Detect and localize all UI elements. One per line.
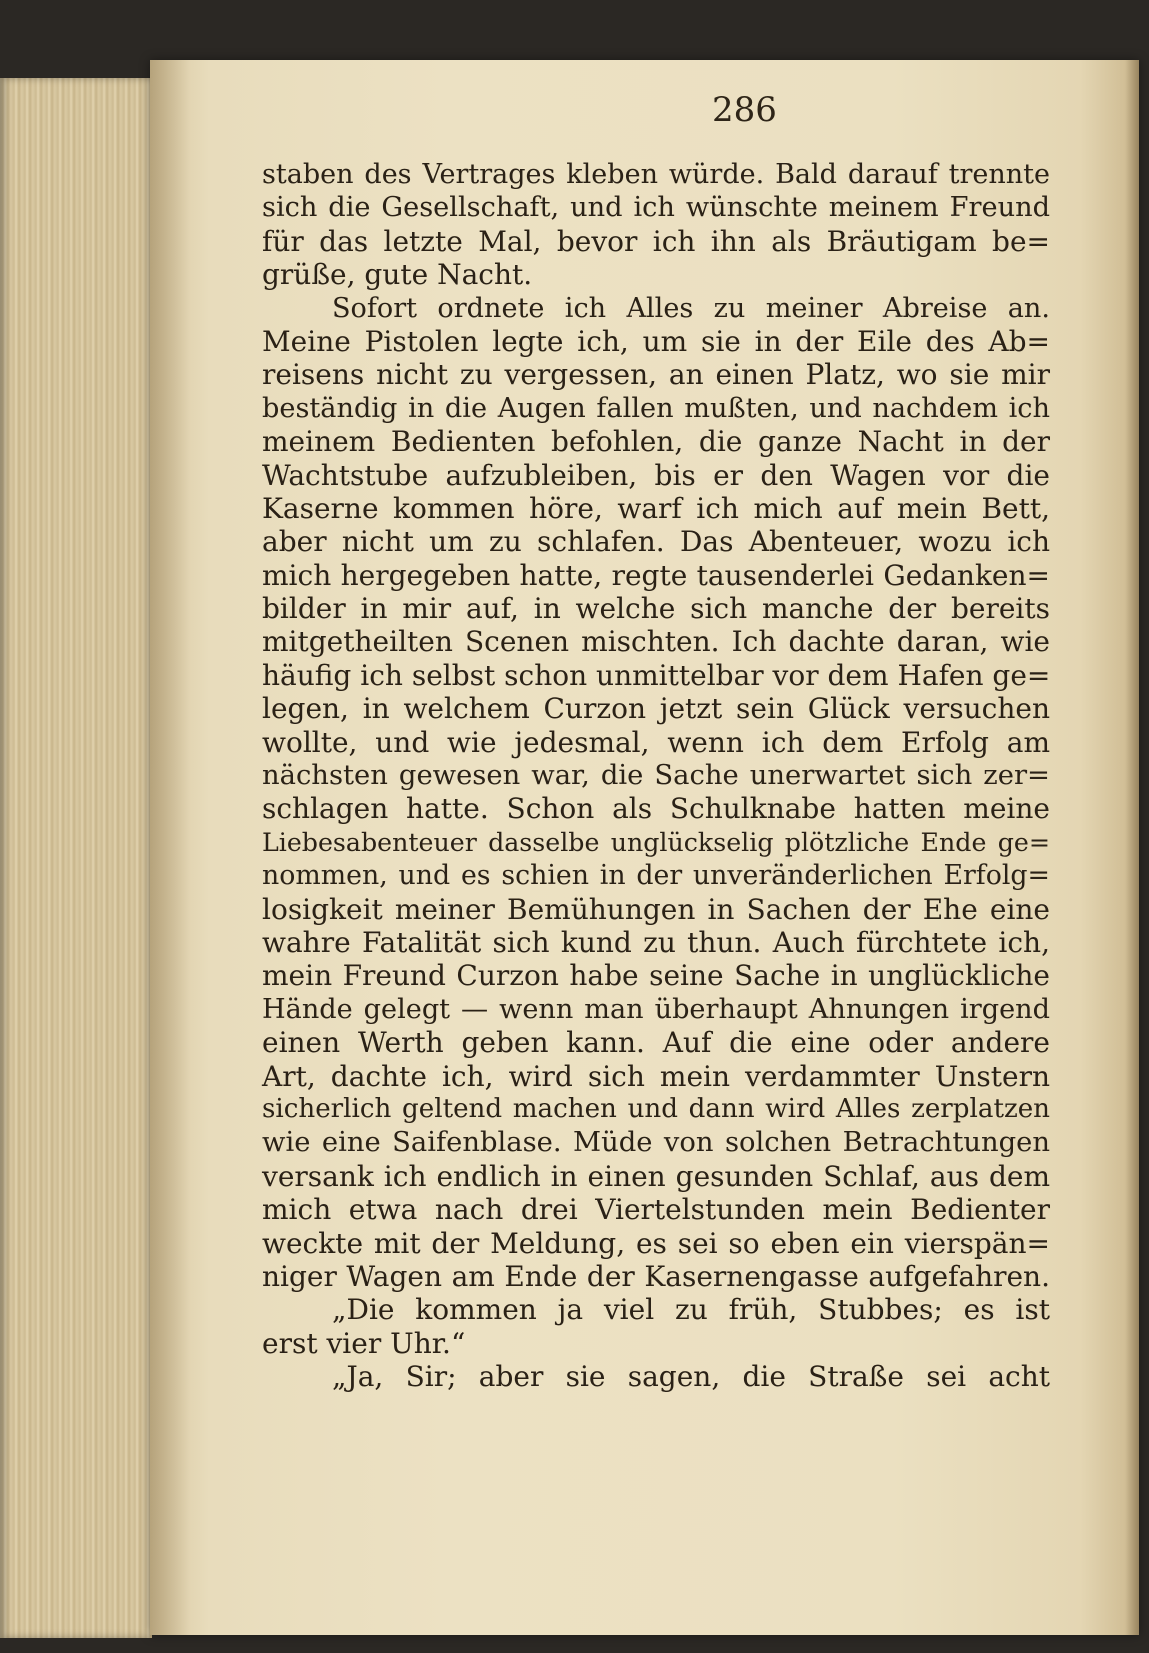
text-line: „Ja, Sir; aber sie sagen, die Straße sei acht xyxy=(332,1360,1050,1394)
text-line: versank ich endlich in einen gesunden Schlaf, aus dem xyxy=(262,1159,1050,1193)
text-line: erst vier Uhr.“ xyxy=(262,1326,466,1360)
text-line: grüße, gute Nacht. xyxy=(262,258,533,292)
text-line: mich hergegeben hatte, regte tausenderlei Gedanken= xyxy=(262,558,1050,592)
text-line: häufig ich selbst schon unmittelbar vor dem Hafen ge= xyxy=(262,658,1051,692)
text-line: niger Wagen am Ende der Kasernengasse aufgefahren. xyxy=(262,1259,1050,1293)
text-line: Art, dachte ich, wird sich mein verdammter Unstern xyxy=(262,1059,1050,1093)
text-line: wollte, und wie jedesmal, wenn ich dem Erfolg am xyxy=(262,725,1050,759)
text-line: sicherlich geltend machen und dann wird Alles zerplatzen xyxy=(262,1093,1050,1124)
gutter-shadow xyxy=(150,60,190,1635)
page-block-edges xyxy=(0,78,152,1638)
text-line: Liebesabenteuer dasselbe unglückselig plötzliche Ende ge= xyxy=(262,827,1050,857)
text-line: Meine Pistolen legte ich, um sie in der Eile des Ab= xyxy=(262,324,1050,358)
text-line: aber nicht um zu schlafen. Das Abenteuer, wozu ich xyxy=(262,525,1050,559)
text-line: Wachtstube aufzubleiben, bis er den Wagen vor die xyxy=(262,458,1050,492)
text-line: mitgetheilten Scenen mischten. Ich dachte daran, wie xyxy=(262,625,1050,659)
text-line: bilder in mir auf, in welche sich manche der bereits xyxy=(262,592,1050,626)
text-line: wahre Fatalität sich kund zu thun. Auch fürchtete ich, xyxy=(262,925,1050,959)
text-line: „Die kommen ja viel zu früh, Stubbes; es ist xyxy=(332,1293,1050,1327)
text-line: wie eine Saifenblase. Müde von solchen Betrachtungen xyxy=(262,1127,1050,1159)
text-line: legen, in welchem Curzon jetzt sein Glück versuchen xyxy=(262,692,1050,726)
text-line: meinem Bedienten befohlen, die ganze Nacht in der xyxy=(262,425,1050,459)
text-line: für das letzte Mal, bevor ich ihn als Bräutigam be= xyxy=(262,224,1050,258)
text-line: staben des Vertrages kleben würde. Bald darauf trennte xyxy=(262,159,1050,190)
text-line: Hände gelegt — wenn man überhaupt Ahnungen irgend xyxy=(262,993,1050,1025)
text-line: mich etwa nach drei Viertelstunden mein Bedienter xyxy=(262,1193,1050,1227)
text-line: Sofort ordnete ich Alles zu meiner Abreise an. xyxy=(332,292,1050,324)
text-line: weckte mit der Meldung, es sei so eben ein vierspän= xyxy=(262,1226,1050,1260)
book-page xyxy=(150,60,1139,1635)
text-line: nommen, und es schien in der unveränderlichen Erfolg= xyxy=(262,860,1050,892)
text-line: schlagen hatte. Schon als Schulknabe hatten meine xyxy=(262,792,1050,826)
text-line: losigkeit meiner Bemühungen in Sachen der Ehe eine xyxy=(262,892,1050,926)
page-number: 286 xyxy=(712,90,777,130)
text-line: mein Freund Curzon habe seine Sache in unglückliche xyxy=(262,959,1050,993)
text-line: einen Werth geben kann. Auf die eine oder andere xyxy=(262,1026,1050,1060)
body-text xyxy=(262,158,1050,1393)
text-line: nächsten gewesen war, die Sache unerwartet sich zer= xyxy=(262,760,1050,792)
page-edge-shadow xyxy=(1125,60,1139,1635)
text-line: sich die Gesellschaft, und ich wünschte meinem Freund xyxy=(262,192,1050,224)
text-line: Kaserne kommen höre, warf ich mich auf mein Bett, xyxy=(262,491,1050,525)
text-line: beständig in die Augen fallen mußten, und nachdem ich xyxy=(262,392,1050,424)
text-line: reisens nicht zu vergessen, an einen Platz, wo sie mir xyxy=(262,358,1050,392)
